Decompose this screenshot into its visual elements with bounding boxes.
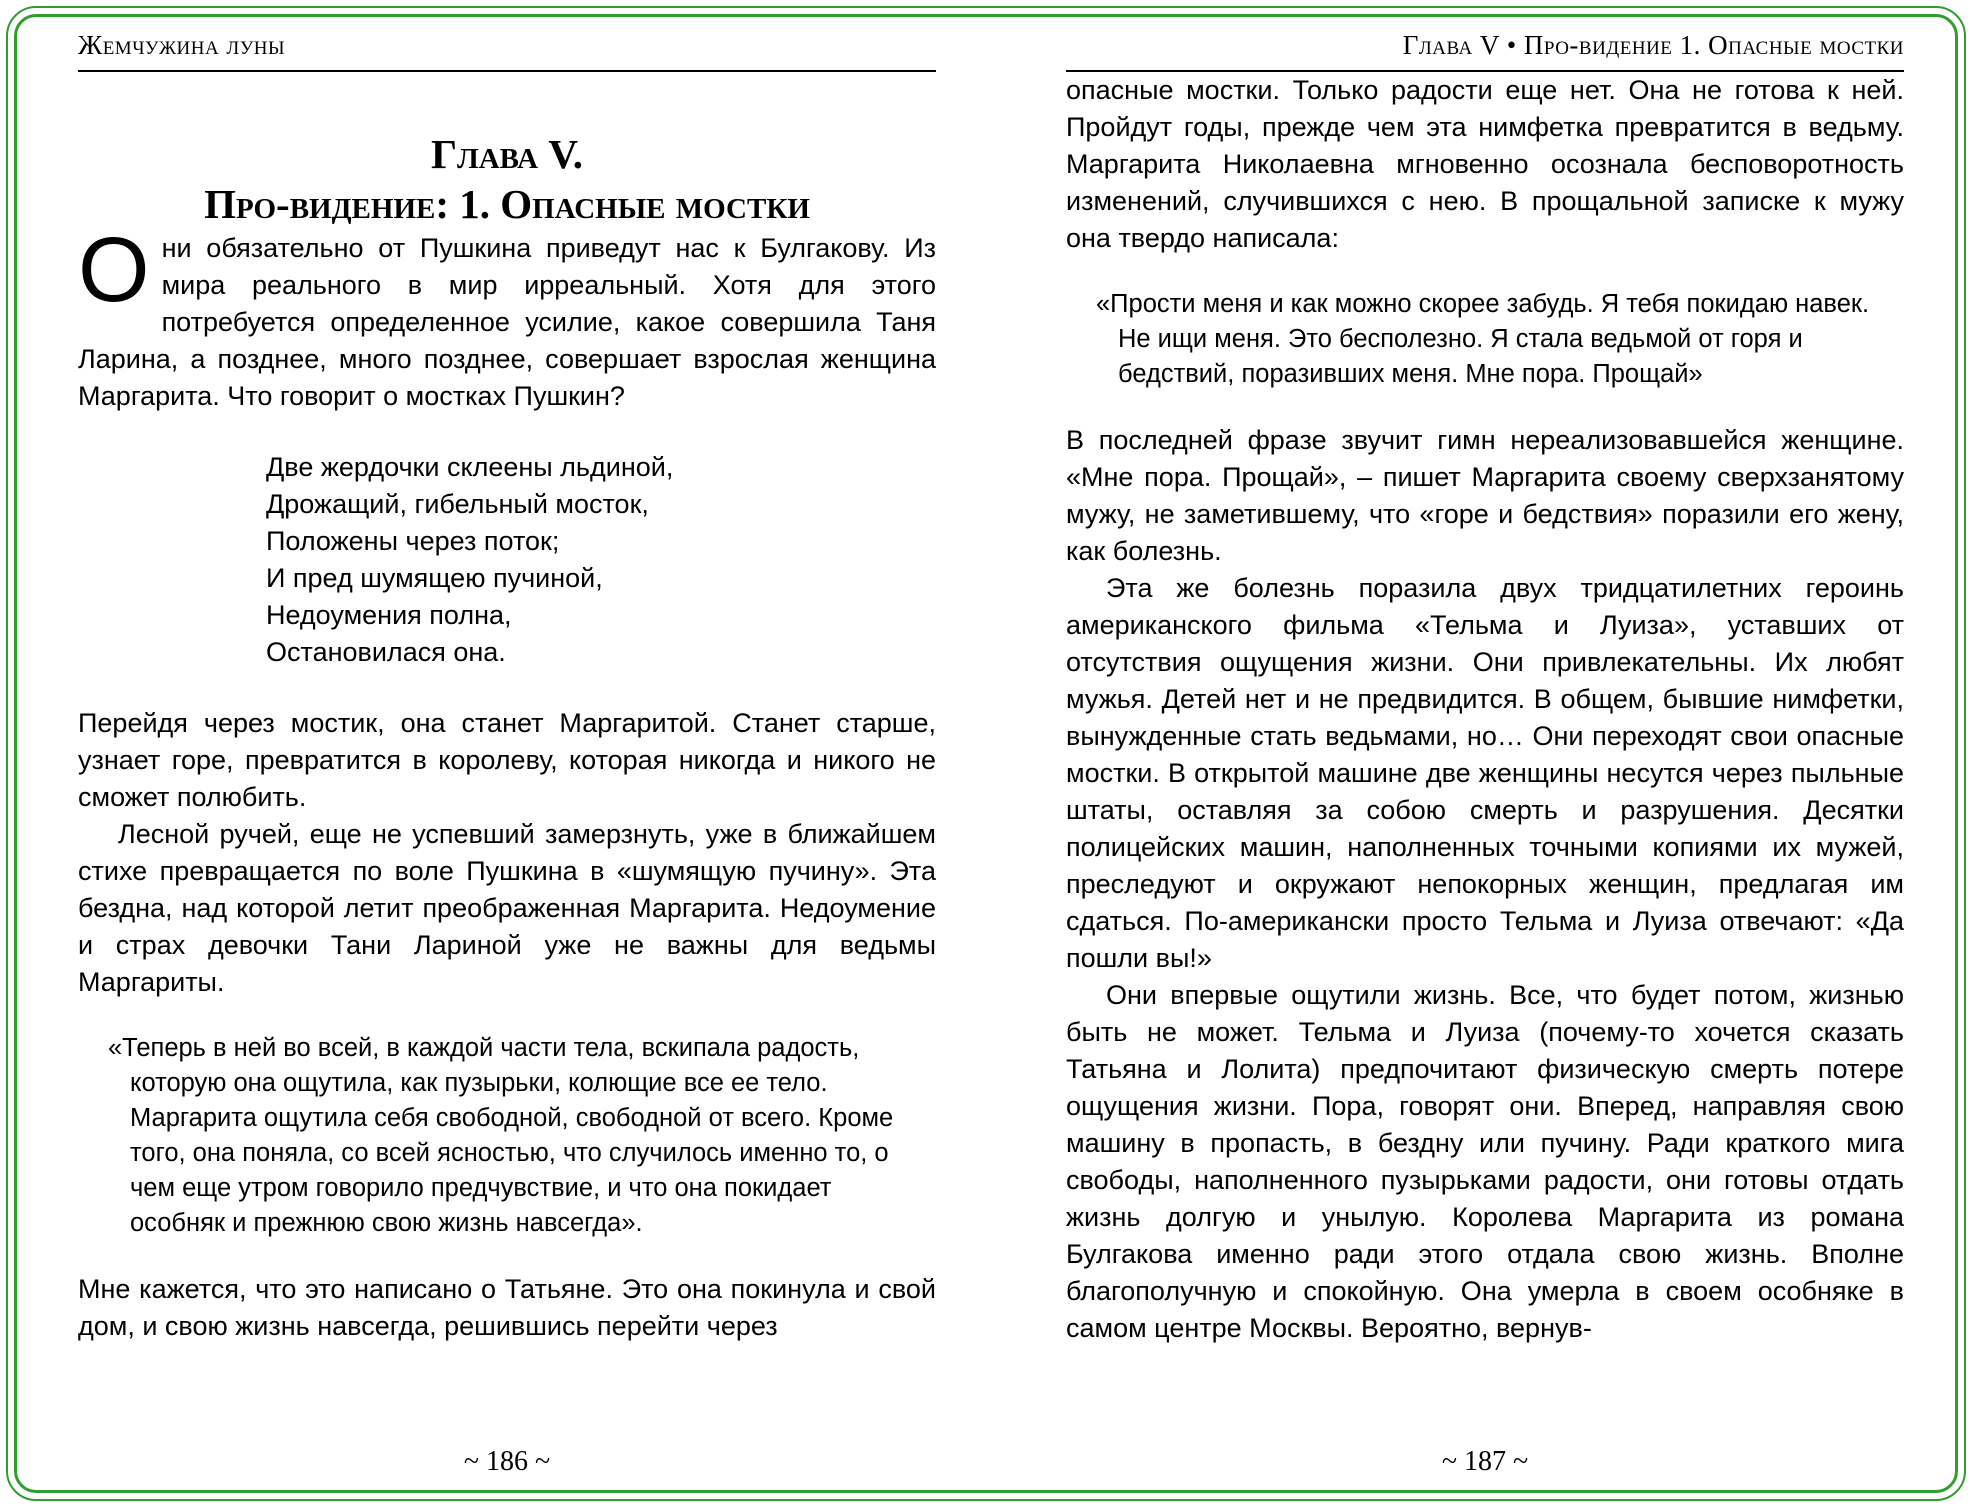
poem-line: Положены через поток; — [266, 526, 560, 556]
chapter-title-line2: Про-видение: 1. Опасные мостки — [204, 181, 810, 227]
poem-block — [266, 449, 936, 671]
poem-line: Две жердочки склеены льдиной, — [266, 452, 674, 482]
paragraph: Эта же болезнь поразила двух тридцатилетних героинь американского фильма «Тельма и Луиза», уставших от отсутствия ощущения жизни. Они привлекательны. Их любят мужья. Детей нет и не предвидится. В общем, бывшие нимфетки, вынужденные стать ведьмами, но… Они переходят свои опасные мостки. В открытой машине две женщины несутся через пыльные штаты, оставляя за собою смерть и разрушения. Десятки полицейских машин, наполненных точными копиями их мужей, преследуют и окружают непокорных женщин, предлагая им сдаться. По-американски просто Тельма и Луиза отвечают: «Да пошли вы!» — [1066, 573, 1904, 973]
paragraph-dropcap — [78, 219, 936, 415]
poem-line: И пред шумящею пучиной, — [266, 563, 603, 593]
running-head-left: Жемчужина луны — [78, 30, 936, 72]
book-page-left — [78, 30, 936, 1478]
paragraph: Мне кажется, что это написано о Татьяне. Это она покинула и свой дом, и свою жизнь навсегда, решившись перейти через — [78, 1274, 936, 1341]
page-number-left: ~ 186 ~ — [463, 1446, 551, 1477]
chapter-title — [78, 130, 936, 230]
paragraph: Лесной ручей, еще не успевший замерзнуть, уже в ближайшем стихе превращается по воле Пушкина в «шумящую пучину». Эта бездна, над которой летит преображенная Маргарита. Недоумение и страх девочки Тани Лариной уже не важны для ведьмы Маргариты. — [78, 819, 936, 997]
poem-line: Дрожащий, гибельный мосток, — [266, 489, 649, 519]
paragraph-text: ни обязательно от Пушкина приведут нас к Булгакову. Из мира реального в мир ирреальный. Хотя для этого потребуется определенное усилие, какое совершила Таня Ларина, а позднее, много позднее, совершает взрослая женщина Маргарита. Что говорит о мостках Пушкин? — [78, 233, 936, 411]
quote-block: «Прости меня и как можно скорее забудь. Я тебя покидаю навек. Не ищи меня. Это бесполезно. Я стала ведьмой от горя и бедствий, поразивших меня. Мне пора. Прощай» — [1096, 290, 1870, 388]
paragraph: В последней фразе звучит гимн нереализовавшейся женщине. «Мне пора. Прощай», – пишет Маргарита своему сверхзанятому мужу, не заметившему, что «горе и бедствия» поразили его жену, как болезнь. — [1066, 425, 1904, 566]
chapter-title-line1: Глава V. — [431, 131, 583, 177]
poem-line: Остановилася она. — [266, 637, 506, 667]
quote-block: «Теперь в ней во всей, в каждой части тела, вскипала радость, которую она ощутила, как пузырьки, колющие все ее тело. Маргарита ощутила себя свободной, свободной от всего. Кроме того, она поняла, со всей ясностью, что случилось именно то, о чем еще утром говорило предчувствие, и что она покидает особняк и прежнюю свою жизнь навсегда». — [108, 1034, 894, 1237]
book-page-right — [1066, 30, 1904, 1478]
drop-cap: О — [78, 219, 150, 321]
paragraph: Перейдя через мостик, она станет Маргаритой. Станет старше, узнает горе, превратится в королеву, которая никогда и никого не сможет полюбить. — [78, 708, 936, 812]
paragraph: опасные мостки. Только радости еще нет. Она не готова к ней. Пройдут годы, прежде чем эта нимфетка превратится в ведьму. Маргарита Николаевна мгновенно осознала бесповоротность изменений, случившихся с нею. В прощальной записке к мужу она твердо написала: — [1066, 75, 1904, 253]
poem-line: Недоумения полна, — [266, 600, 512, 630]
paragraph: Они впервые ощутили жизнь. Все, что будет потом, жизнью быть не может. Тельма и Луиза (почему-то хочется сказать Татьяна и Лолита) предпочитают физическую смерть потере ощущения жизни. Пора, говорят они. Вперед, направляя свою машину в пропасть, в бездну или пучину. Ради краткого мига свободы, наполненного пузырьками радости, они готовы отдать жизнь долгую и унылую. Королева Маргарита из романа Булгакова именно ради этого отдала свою жизнь. Вполне благополучную и спокойную. Она умерла в своем особняке в самом центре Москвы. Вероятно, вернув- — [1066, 980, 1904, 1343]
page-number-right: ~ 187 ~ — [1441, 1446, 1529, 1477]
running-head-right: Глава V • Про-видение 1. Опасные мостки — [1066, 30, 1904, 72]
